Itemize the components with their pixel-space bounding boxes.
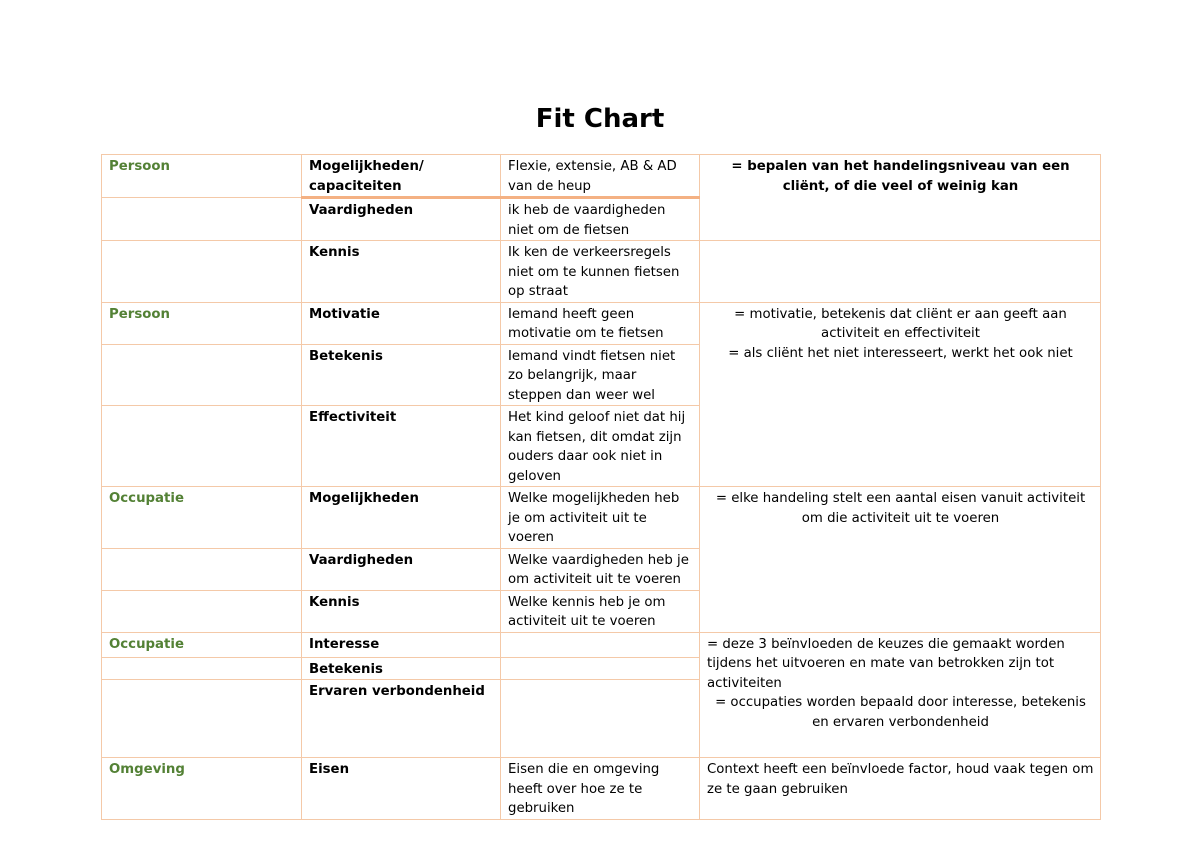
description-cell	[501, 657, 700, 680]
description-cell: Eisen die en omgeving heeft over hoe ze te gebruiken	[501, 758, 700, 820]
fit-chart-table	[101, 154, 1101, 820]
category-cell: Omgeving	[102, 758, 302, 820]
note-cell-eisen	[700, 487, 1101, 633]
category-cell	[102, 548, 302, 590]
note-text: = bepalen van het handelingsniveau van een cliënt, of die veel of weinig kan	[731, 159, 1070, 194]
category-cell	[102, 344, 302, 406]
note-text: = deze 3 beïnvloeden de keuzes die gemaakt worden tijdens het uitvoeren en mate van betrokken zijn tot activiteiten	[707, 636, 1065, 691]
note-cell-motivatie	[700, 302, 1101, 487]
description-cell: Welke vaardigheden heb je om activiteit uit te voeren	[501, 548, 700, 590]
category-cell	[102, 680, 302, 758]
description-cell	[501, 680, 700, 758]
description-cell: Iemand heeft geen motivatie om te fietsen	[501, 302, 700, 344]
category-cell	[102, 657, 302, 680]
description-cell	[501, 632, 700, 657]
table-row	[102, 487, 1101, 549]
description-cell: Ik ken de verkeersregels niet om te kunnen fietsen op straat	[501, 241, 700, 303]
page-title: Fit Chart	[535, 104, 665, 134]
table-row	[102, 632, 1101, 657]
description-cell: Het kind geloof niet dat hij kan fietsen, dit omdat zijn ouders daar ook niet in geloven	[501, 406, 700, 487]
note-cell-empty	[700, 241, 1101, 303]
subcategory-cell: Interesse	[302, 632, 501, 657]
subcategory-cell: Vaardigheden	[302, 548, 501, 590]
subcategory-cell: Betekenis	[302, 344, 501, 406]
subcategory-cell: Kennis	[302, 241, 501, 303]
subcategory-cell: Mogelijkheden	[302, 487, 501, 549]
subcategory-cell: Ervaren verbondenheid	[302, 680, 501, 758]
subcategory-cell: Mogelijkheden/ capaciteiten	[302, 155, 501, 198]
note-cell-context	[700, 758, 1101, 820]
note-text: = als cliënt het niet interesseert, werkt het ook niet	[728, 345, 1073, 361]
table-row	[102, 302, 1101, 344]
category-cell: Occupatie	[102, 487, 302, 549]
note-text: = occupaties worden bepaald door interesse, betekenis en ervaren verbondenheid	[715, 695, 1086, 730]
table-row	[102, 241, 1101, 303]
subcategory-cell: Motivatie	[302, 302, 501, 344]
note-text: = elke handeling stelt een aantal eisen vanuit activiteit om die activiteit uit te voeren	[715, 491, 1086, 526]
note-cell-keuzes	[700, 632, 1101, 758]
subcategory-cell: Vaardigheden	[302, 198, 501, 241]
category-cell	[102, 406, 302, 487]
subcategory-cell: Betekenis	[302, 657, 501, 680]
subcategory-cell: Eisen	[302, 758, 501, 820]
description-cell: Iemand vindt fietsen niet zo belangrijk, maar steppen dan weer wel	[501, 344, 700, 406]
category-cell	[102, 241, 302, 303]
subcategory-cell: Effectiviteit	[302, 406, 501, 487]
table-row	[102, 758, 1101, 820]
subcategory-cell: Kennis	[302, 590, 501, 632]
description-cell: Flexie, extensie, AB & AD van de heup	[501, 155, 700, 198]
category-cell: Occupatie	[102, 632, 302, 657]
note-text: Context heeft een beïnvloede factor, houd vaak tegen om ze te gaan gebruiken	[707, 762, 1094, 797]
note-cell-handelingsniveau	[700, 155, 1101, 241]
category-cell: Persoon	[102, 302, 302, 344]
description-cell: Welke mogelijkheden heb je om activiteit uit te voeren	[501, 487, 700, 549]
category-cell: Persoon	[102, 155, 302, 198]
description-cell: ik heb de vaardigheden niet om de fietsen	[501, 198, 700, 241]
table-row	[102, 155, 1101, 198]
category-cell	[102, 198, 302, 241]
category-cell	[102, 590, 302, 632]
note-text: = motivatie, betekenis dat cliënt er aan geeft aan activiteit en effectiviteit	[734, 306, 1067, 341]
description-cell: Welke kennis heb je om activiteit uit te voeren	[501, 590, 700, 632]
